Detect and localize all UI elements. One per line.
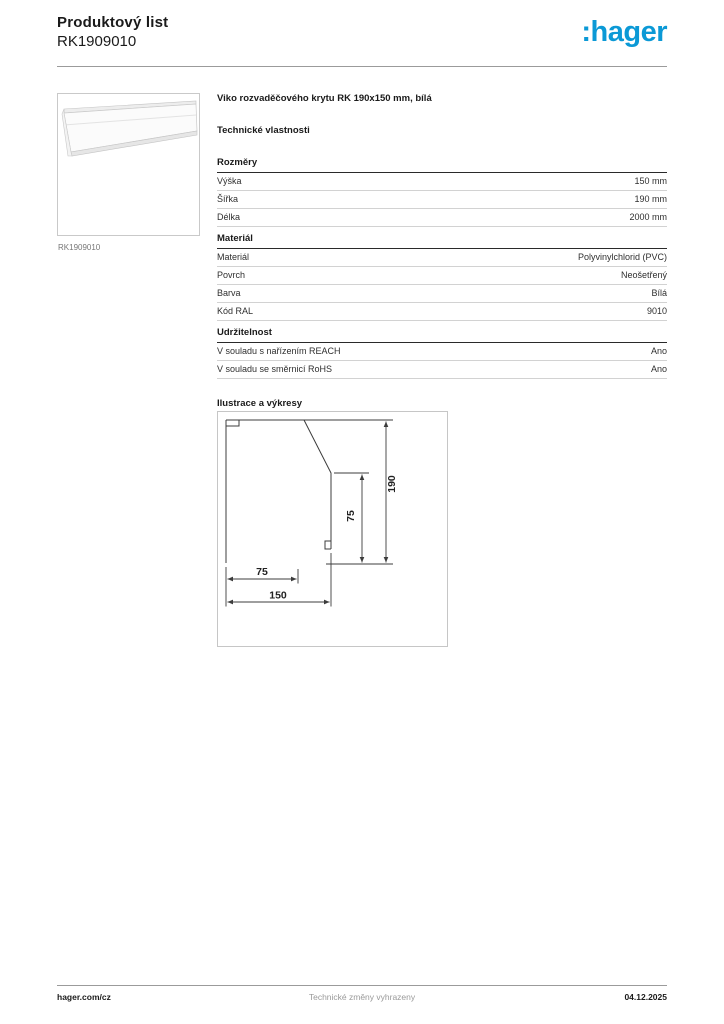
table-row	[217, 343, 667, 361]
dim-label-total-height: 190	[386, 475, 398, 493]
table-row	[217, 209, 667, 227]
property-value: 2000 mm	[629, 212, 667, 222]
property-value: Ano	[650, 364, 667, 374]
product-image-caption: RK1909010	[58, 243, 101, 252]
property-label: Materiál	[217, 252, 250, 262]
property-label: V souladu se směrnicí RoHS	[217, 364, 333, 374]
table-row	[217, 267, 667, 285]
property-value: 190 mm	[634, 194, 667, 204]
property-value: Ano	[650, 346, 667, 356]
property-label: Šířka	[217, 194, 239, 204]
technical-drawing	[218, 412, 447, 646]
dim-label-partial-width: 75	[256, 566, 268, 578]
doc-type-title: Produktový list	[57, 14, 169, 31]
section-rozmery	[217, 157, 667, 227]
footer-center-note: Technické změny vyhrazeny	[308, 992, 416, 1002]
property-label: V souladu s nařízením REACH	[217, 346, 341, 356]
property-value: Neošetřený	[620, 270, 667, 280]
table-row	[217, 249, 667, 267]
hager-logo: :hager	[581, 16, 667, 48]
table-row	[217, 361, 667, 379]
header-divider	[57, 66, 667, 67]
technical-drawing-box	[217, 411, 448, 647]
section-title: Rozměry	[217, 157, 667, 173]
property-label: Barva	[217, 288, 241, 298]
property-value: Bílá	[651, 288, 667, 298]
section-udrzitelnost	[217, 327, 667, 379]
product-title: Viko rozvaděčového krytu RK 190x150 mm, bílá	[217, 93, 432, 104]
main-content	[217, 93, 667, 647]
section-technical-properties-title: Technické vlastnosti	[217, 125, 310, 136]
footer-url[interactable]: hager.com/cz	[57, 992, 111, 1002]
table-row	[217, 285, 667, 303]
property-value: Polyvinylchlorid (PVC)	[577, 252, 667, 262]
table-row	[217, 191, 667, 209]
property-label: Výška	[217, 176, 242, 186]
product-image	[58, 94, 199, 235]
property-label: Kód RAL	[217, 306, 254, 316]
property-label: Povrch	[217, 270, 246, 280]
section-title: Materiál	[217, 233, 667, 249]
section-title: Udržitelnost	[217, 327, 667, 343]
product-image-box	[57, 93, 200, 236]
property-value: 9010	[646, 306, 667, 316]
section-material	[217, 233, 667, 321]
section-illustrations-title: Ilustrace a výkresy	[217, 398, 303, 409]
table-row	[217, 303, 667, 321]
product-code: RK1909010	[57, 33, 137, 50]
document-header	[57, 14, 667, 50]
footer-divider	[57, 985, 667, 986]
property-label: Délka	[217, 212, 241, 222]
table-row	[217, 173, 667, 191]
footer	[57, 992, 667, 1002]
dim-label-total-width: 150	[269, 589, 287, 602]
footer-date: 04.12.2025	[624, 992, 667, 1002]
dim-label-partial-height: 75	[345, 510, 357, 522]
property-value: 150 mm	[634, 176, 667, 186]
